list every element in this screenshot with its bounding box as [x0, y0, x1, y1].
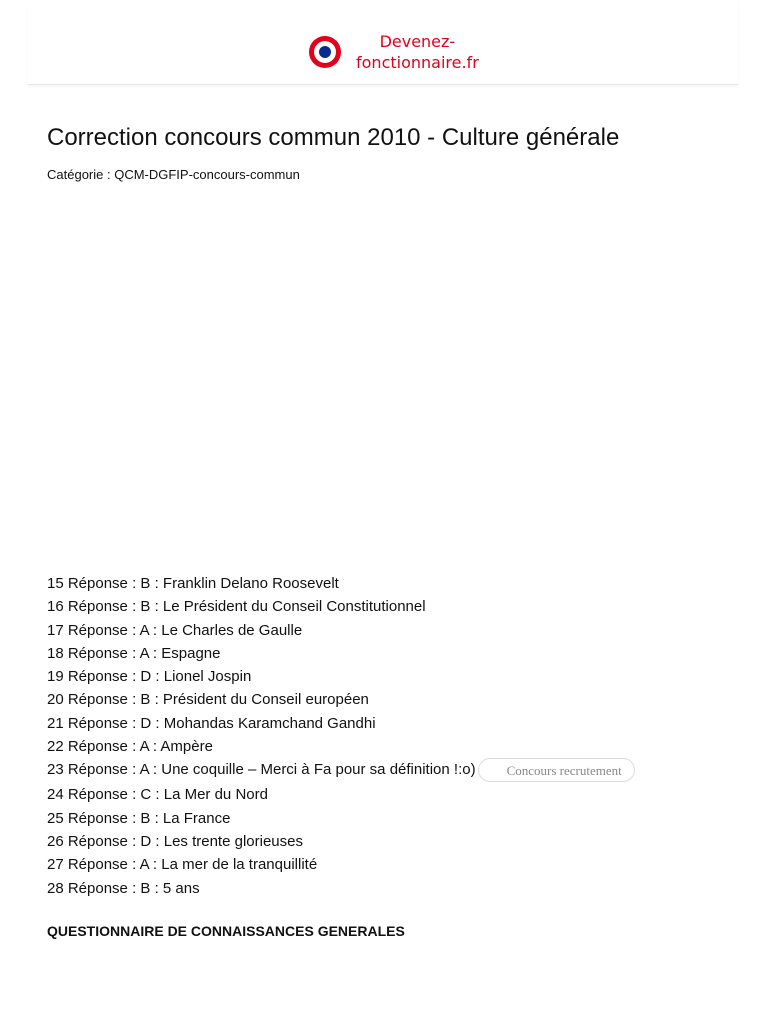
answer-text: 17 Réponse : A : Le Charles de Gaulle: [47, 621, 303, 639]
logo-line-1: Devenez-: [379, 32, 456, 51]
answer-text: 25 Réponse : B : La France: [47, 809, 231, 827]
site-header: [28, 0, 738, 85]
answer-text: 26 Réponse : D : Les trente glorieuses: [47, 832, 303, 850]
concours-recrutement-chip[interactable]: Concours recrutement: [478, 758, 635, 782]
site-logo-link[interactable]: [308, 31, 479, 73]
answer-text: 18 Réponse : A : Espagne: [47, 644, 221, 662]
answer-list: [47, 574, 737, 902]
answer-item: [47, 690, 737, 713]
section-heading: QUESTIONNAIRE DE CONNAISSANCES GENERALES: [47, 923, 405, 939]
answer-text: 15 Réponse : B : Franklin Delano Roosevelt: [47, 575, 339, 592]
answer-item: [47, 621, 737, 644]
page-title: Correction concours commun 2010 - Culture générale: [47, 124, 620, 151]
answer-text: 27 Réponse : A : La mer de la tranquillité: [47, 856, 318, 874]
answer-text: 23 Réponse : A : Une coquille – Merci à Fa pour sa définition !:o): [47, 761, 476, 779]
answer-item: [47, 855, 737, 878]
answer-text: 19 Réponse : D : Lionel Jospin: [47, 668, 252, 686]
answer-item: [47, 809, 737, 832]
site-logo-text: [356, 31, 479, 73]
answer-item: [47, 785, 737, 808]
answer-item: [47, 760, 737, 785]
answer-item: [47, 574, 737, 597]
answer-item: [47, 644, 737, 667]
answer-item: [47, 597, 737, 620]
answer-item: [47, 737, 737, 760]
answer-item: [47, 667, 737, 690]
answer-text: 24 Réponse : C : La Mer du Nord: [47, 786, 268, 804]
answer-text: 28 Réponse : B : 5 ans: [47, 879, 200, 897]
answer-item: [47, 832, 737, 855]
logo-line-2: fonctionnaire.fr: [356, 53, 479, 72]
answer-item: [47, 879, 737, 902]
answer-text: 21 Réponse : D : Mohandas Karamchand Gandhi: [47, 714, 376, 732]
answer-item: [47, 714, 737, 737]
answer-text: 20 Réponse : B : Président du Conseil européen: [47, 691, 369, 709]
answer-text: 16 Réponse : B : Le Président du Conseil Constitutionnel: [47, 598, 426, 616]
category-label: Catégorie : QCM-DGFIP-concours-commun: [47, 167, 300, 182]
answer-text: 22 Réponse : A : Ampère: [47, 738, 213, 756]
roundel-icon: [308, 35, 342, 69]
